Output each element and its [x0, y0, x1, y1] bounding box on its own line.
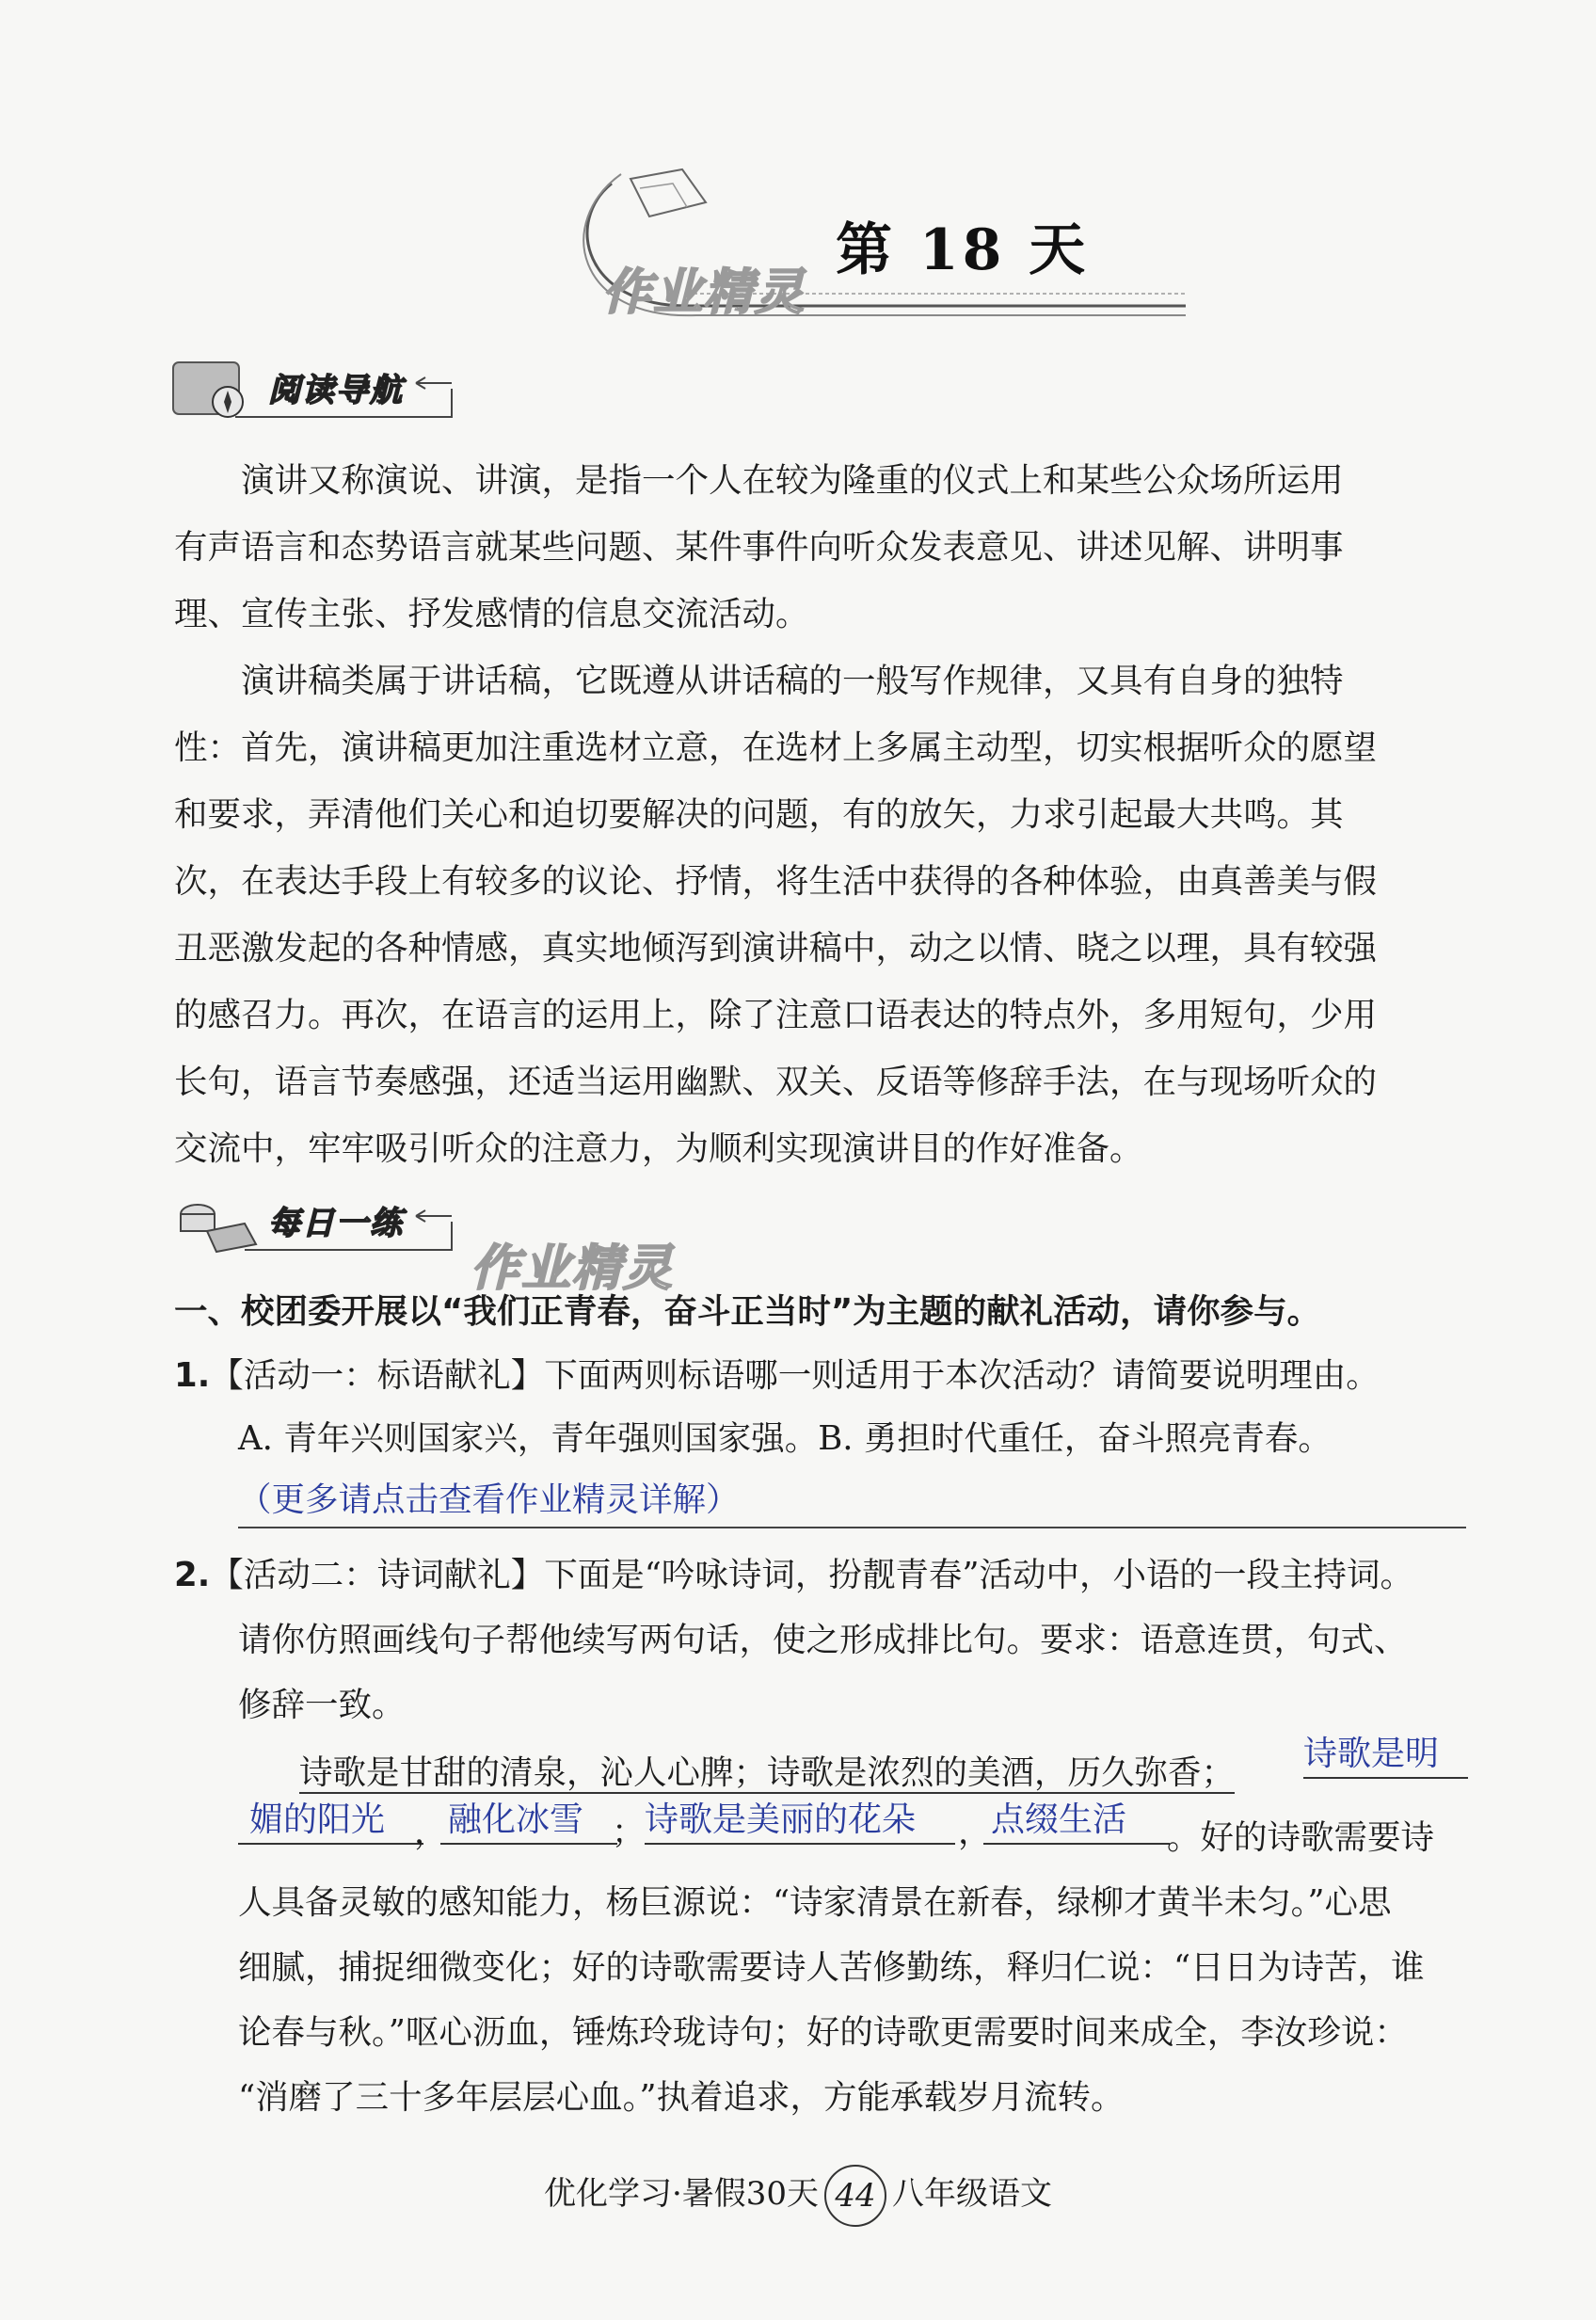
paragraph-line: 演讲稿类属于讲话稿，它既遵从讲话稿的一般写作规律，又具有自身的独特 — [241, 662, 1344, 700]
paragraph-line: 次，在表达手段上有较多的议论、抒情，将生活中获得的各种体验，由真善美与假 — [174, 862, 1378, 901]
fill-blank-3[interactable]: 诗歌是美丽的花朵 — [645, 1798, 955, 1845]
question-2-requirement-end: 修辞一致。 — [238, 1686, 406, 1724]
fill-blank-1a[interactable]: 诗歌是明 — [1303, 1732, 1468, 1779]
grade-subject: 八年级语文 — [892, 2175, 1053, 2213]
answer-detail-link[interactable]: （更多请点击查看作业精灵详解） — [238, 1480, 740, 1519]
page-number: 44 — [824, 2165, 886, 2227]
question-1-options: A. 青年兴则国家兴，青年强则国家强。B. 勇担时代重任，奋斗照亮青春。 — [238, 1419, 1332, 1458]
paragraph-line: 的感召力。再次，在语言的运用上，除了注意口语表达的特点外，多用短句，少用 — [174, 996, 1378, 1034]
paragraph-line: 理、宣传主张、抒发感情的信息交流活动。 — [174, 595, 809, 633]
passage-line: 论春与秋。”呕心沥血，锤炼玲珑诗句；好的诗歌更需要时间来成全，李汝珍说： — [238, 2013, 1408, 2052]
header-watermark: 作业精灵 — [602, 264, 806, 321]
paragraph-line: 性：首先，演讲稿更加注重选材立意，在选材上多属主动型，切实根据听众的愿望 — [174, 728, 1378, 767]
passage-first-line — [299, 1746, 1235, 1794]
question-2-requirement: 请你仿照画线句子帮他续写两句话，使之形成排比句。要求：语意连贯，句式、 — [238, 1621, 1408, 1659]
question-number: 2. — [174, 1556, 211, 1594]
passage-line: “消磨了三十多年层层心血。”执着追求，方能承载岁月流转。 — [238, 2078, 1125, 2117]
paragraph-line: 交流中，牢牢吸引听众的注意力，为顺利实现演讲目的作好准备。 — [174, 1129, 1143, 1168]
page-footer — [0, 2165, 1596, 2227]
practice-heading: 一、校团委开展以“我们正青春，奋斗正当时”为主题的献礼活动，请你参与。 — [174, 1292, 1321, 1331]
book-title: 优化学习·暑假30天 — [543, 2175, 820, 2213]
paragraph-line: 长句，语言节奏感强，还适当运用幽默、双关、反语等修辞手法，在与现场听众的 — [174, 1063, 1378, 1101]
question-2 — [174, 1548, 1413, 1596]
fill-blank-1b[interactable]: 媚的阳光 — [238, 1798, 423, 1845]
body-watermark: 作业精灵 — [471, 1240, 675, 1297]
passage-line: 细腻，捕捉细微变化；好的诗歌需要诗人苦修勤练，释归仁说：“日日为诗苦，谁 — [238, 1948, 1425, 1987]
question-1 — [174, 1349, 1380, 1397]
paragraph-line: 演讲又称演说、讲演，是指一个人在较为隆重的仪式上和某些公众场所运用 — [241, 461, 1344, 500]
reading-guide-label: 阅读导航 — [268, 372, 404, 409]
paragraph-line: 丑恶激发起的各种情感，真实地倾泻到演讲稿中，动之以情、晓之以理，具有较强 — [174, 929, 1378, 968]
passage-line: 人具备灵敏的感知能力，杨巨源说：“诗家清景在新春，绿柳才黄半未匀。”心思 — [238, 1883, 1392, 1922]
comma: ， — [414, 1813, 448, 1851]
daily-practice-banner — [169, 1186, 489, 1261]
daily-practice-label: 每日一练 — [268, 1205, 404, 1242]
paragraph-line: 有声语言和态势语言就某些问题、某件事件向听众发表意见、讲述见解、讲明事 — [174, 528, 1344, 567]
passage-continuation: 。好的诗歌需要诗 — [1167, 1818, 1435, 1857]
reading-paragraph-1 — [174, 447, 1468, 648]
answer-line — [238, 1527, 1466, 1528]
paragraph-line: 和要求，弄清他们关心和迫切要解决的问题，有的放矢，力求引起最大共鸣。其 — [174, 795, 1344, 834]
question-text: 【活动二：诗词献礼】下面是“吟咏诗词，扮靓青春”活动中，小语的一段主持词。 — [210, 1556, 1413, 1594]
fill-blank-2[interactable]: 融化冰雪 — [440, 1798, 617, 1845]
reading-guide-banner — [169, 353, 489, 428]
question-text: 【活动一：标语献礼】下面两则标语哪一则适用于本次活动？请简要说明理由。 — [210, 1356, 1380, 1395]
fill-blank-4[interactable]: 点缀生活 — [983, 1798, 1170, 1845]
reading-paragraph-2 — [174, 648, 1468, 1182]
page-title: 第 18 天 — [836, 217, 1090, 283]
comma: ， — [958, 1813, 992, 1851]
semicolon: ； — [612, 1813, 646, 1851]
question-number: 1. — [174, 1356, 211, 1395]
underlined-sentence: 诗歌是甘甜的清泉，沁人心脾；诗歌是浓烈的美酒，历久弥香； — [299, 1753, 1236, 1792]
